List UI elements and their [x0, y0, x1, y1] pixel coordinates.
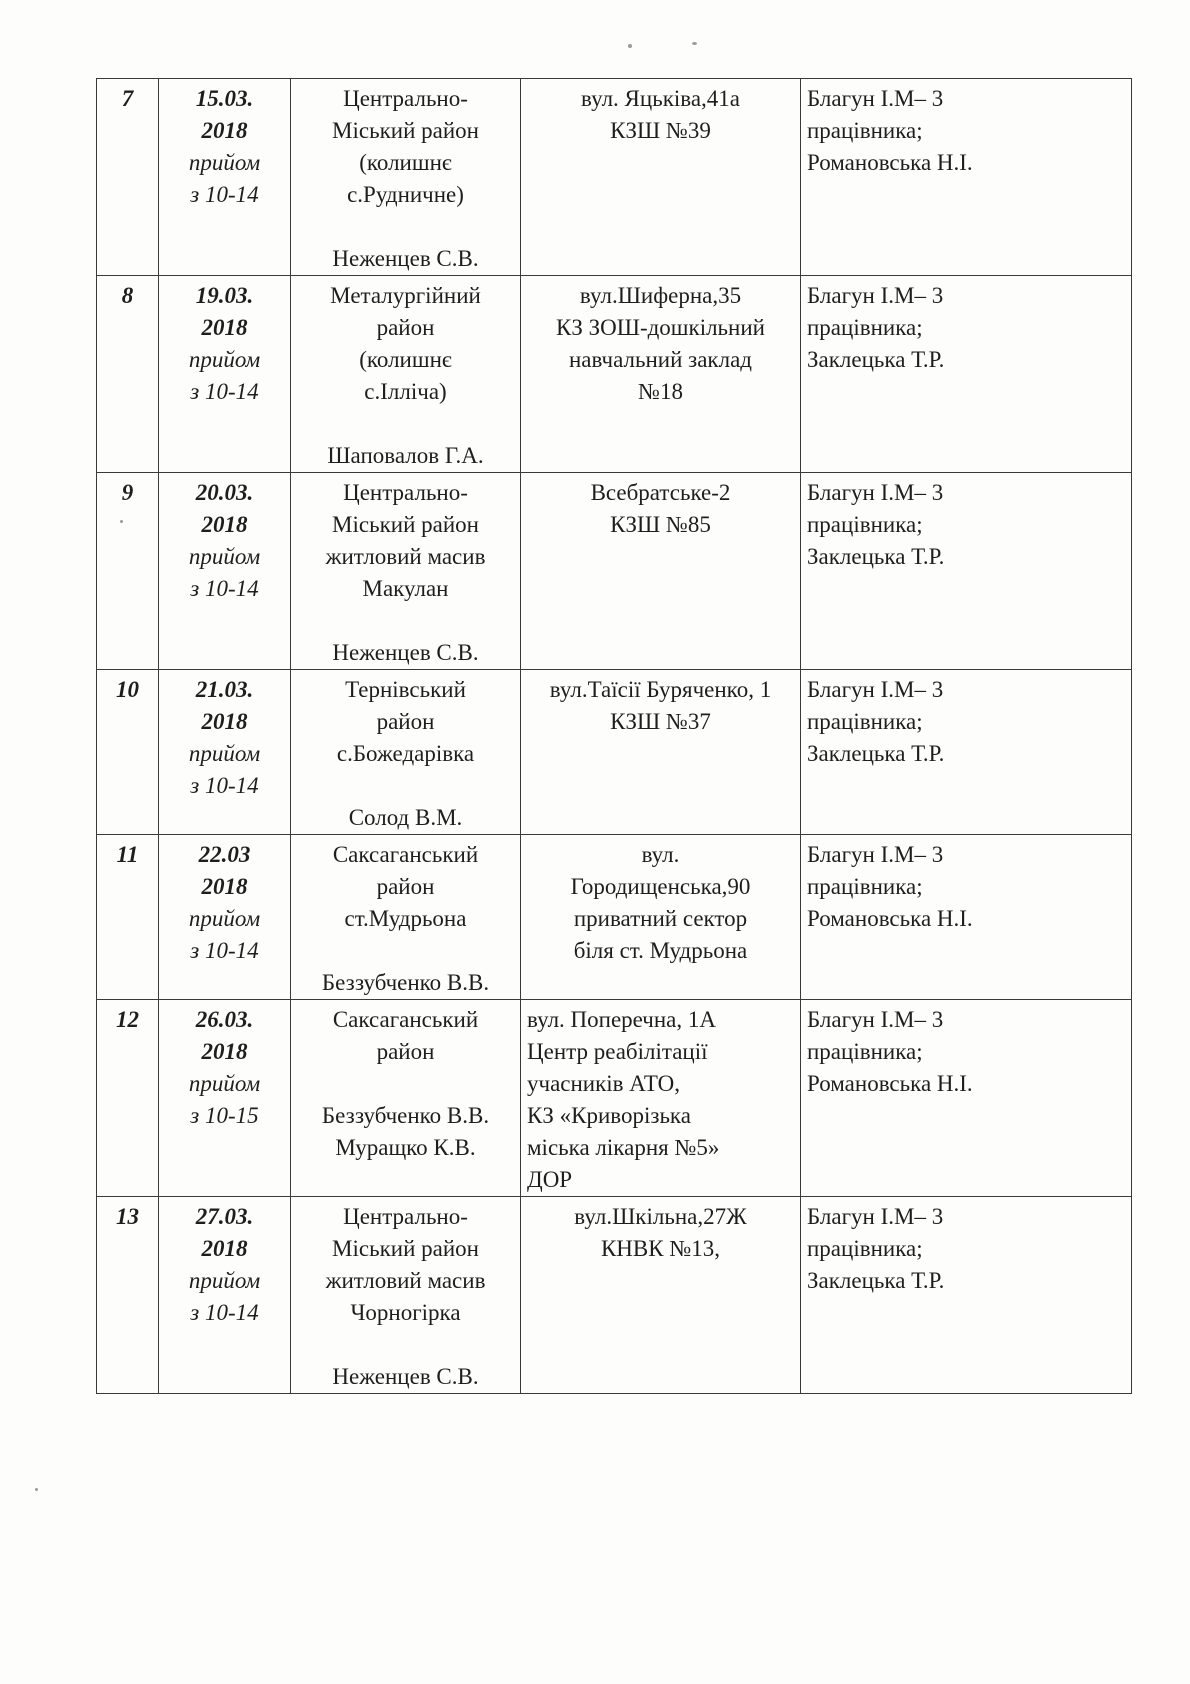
text-line: вул. Яцьківа,41а — [581, 86, 740, 111]
text-line: 2018 — [201, 118, 248, 143]
row-number: 8 — [97, 276, 159, 473]
text-line: Благун І.М– 3 — [807, 86, 944, 111]
row-number: 7 — [97, 79, 159, 276]
text-line: Неженцев С.В. — [332, 246, 479, 271]
text-line: Романовська Н.І. — [807, 906, 973, 931]
text-line: КЗ «Криворізька — [527, 1103, 691, 1128]
date-cell — [159, 473, 291, 670]
text-line: працівника; — [807, 118, 923, 143]
text-line: з 10-14 — [190, 182, 259, 207]
text-line: з 10-14 — [190, 1300, 259, 1325]
staff-cell — [801, 670, 1132, 835]
text-line: навчальний заклад — [569, 347, 752, 372]
text-line: с.Рудничне) — [347, 182, 464, 207]
text-line: ДОР — [527, 1167, 573, 1192]
text-line: Муращко К.В. — [335, 1135, 476, 1160]
date-cell — [159, 79, 291, 276]
staff-cell — [801, 79, 1132, 276]
row-number: 11 — [97, 835, 159, 1000]
text-line: Всебратське-2 — [590, 480, 731, 505]
text-line: ст.Мудрьона — [344, 906, 467, 931]
spacer — [297, 1068, 514, 1100]
text-line: район — [376, 874, 435, 899]
text-line: житловий масив — [325, 1268, 486, 1293]
text-line: КЗ ЗОШ-дошкільний — [556, 315, 765, 340]
date-cell — [159, 1197, 291, 1394]
text-line: №18 — [638, 379, 683, 404]
scan-speck — [35, 1488, 38, 1491]
text-line: с.Ілліча) — [364, 379, 447, 404]
text-line: Заклецька Т.Р. — [807, 544, 945, 569]
text-line: працівника; — [807, 874, 923, 899]
text-line: працівника; — [807, 1236, 923, 1261]
table-row — [97, 79, 1132, 276]
date-cell — [159, 670, 291, 835]
text-line: КНВК №13, — [600, 1236, 721, 1261]
text-line: Романовська Н.І. — [807, 150, 973, 175]
text-line: Заклецька Т.Р. — [807, 1268, 945, 1293]
text-line: прийом — [188, 150, 261, 175]
text-line: Неженцев С.В. — [332, 640, 479, 665]
text-line: (колишнє — [359, 347, 452, 372]
text-line: з 10-14 — [190, 576, 259, 601]
text-line: Благун І.М– 3 — [807, 677, 944, 702]
text-line: 27.03. — [195, 1204, 254, 1229]
text-line: Міський район — [332, 512, 479, 537]
text-line: з 10-14 — [190, 938, 259, 963]
text-line: працівника; — [807, 315, 923, 340]
scan-speck — [628, 44, 632, 48]
date-cell — [159, 835, 291, 1000]
text-line: учасників АТО, — [527, 1071, 680, 1096]
address-cell — [521, 1000, 801, 1197]
text-line: (колишнє — [359, 150, 452, 175]
text-line: з 10-14 — [190, 379, 259, 404]
text-line: з 10-15 — [190, 1103, 259, 1128]
address-cell — [521, 79, 801, 276]
text-line: район — [376, 315, 435, 340]
spacer — [297, 770, 514, 802]
text-line: Неженцев С.В. — [332, 1364, 479, 1389]
text-line: Благун І.М– 3 — [807, 842, 944, 867]
district-cell — [291, 79, 521, 276]
text-line: Благун І.М– 3 — [807, 1007, 944, 1032]
text-line: прийом — [188, 1268, 261, 1293]
address-cell — [521, 276, 801, 473]
text-line: Чорногірка — [350, 1300, 461, 1325]
text-line: вул. Поперечна, 1А — [527, 1007, 716, 1032]
schedule-table — [96, 78, 1132, 1394]
text-line: прийом — [188, 544, 261, 569]
row-number: 13 — [97, 1197, 159, 1394]
staff-cell — [801, 1000, 1132, 1197]
text-line: Благун І.М– 3 — [807, 1204, 944, 1229]
date-cell — [159, 1000, 291, 1197]
district-cell — [291, 670, 521, 835]
text-line: Беззубченко В.В. — [321, 970, 490, 995]
text-line: вул.Таїсії Буряченко, 1 — [549, 677, 772, 702]
text-line: 2018 — [201, 1236, 248, 1261]
text-line: Центрально- — [343, 480, 468, 505]
text-line: приватний сектор — [573, 906, 748, 931]
text-line: Заклецька Т.Р. — [807, 347, 945, 372]
text-line: житловий масив — [325, 544, 486, 569]
text-line: Тернівський — [345, 677, 466, 702]
text-line: Благун І.М– 3 — [807, 480, 944, 505]
text-line: 2018 — [201, 874, 248, 899]
text-line: прийом — [188, 347, 261, 372]
address-cell — [521, 670, 801, 835]
text-line: КЗШ №39 — [610, 118, 711, 143]
district-cell — [291, 276, 521, 473]
row-number: 10 — [97, 670, 159, 835]
district-cell — [291, 473, 521, 670]
scan-speck — [692, 42, 697, 45]
text-line: Романовська Н.І. — [807, 1071, 973, 1096]
text-line: 19.03. — [195, 283, 254, 308]
text-line: 20.03. — [195, 480, 254, 505]
text-line: працівника; — [807, 1039, 923, 1064]
text-line: вул. — [641, 842, 680, 867]
text-line: Благун І.М– 3 — [807, 283, 944, 308]
text-line: Солод В.М. — [348, 805, 463, 830]
text-line: район — [376, 709, 435, 734]
text-line: вул.Шкільна,27Ж — [574, 1204, 747, 1229]
date-cell — [159, 276, 291, 473]
text-line: 2018 — [201, 709, 248, 734]
text-line: район — [376, 1039, 435, 1064]
spacer — [297, 211, 514, 243]
row-number: 12 — [97, 1000, 159, 1197]
staff-cell — [801, 473, 1132, 670]
text-line: вул.Шиферна,35 — [579, 283, 742, 308]
text-line: 2018 — [201, 1039, 248, 1064]
text-line: Заклецька Т.Р. — [807, 741, 945, 766]
scan-speck — [120, 520, 123, 523]
text-line: Макулан — [362, 576, 449, 601]
table-row — [97, 276, 1132, 473]
spacer — [297, 935, 514, 967]
text-line: 15.03. — [195, 86, 254, 111]
spacer — [297, 408, 514, 440]
text-line: с.Божедарівка — [336, 741, 475, 766]
text-line: прийом — [188, 906, 261, 931]
text-line: Городищенська,90 — [570, 874, 751, 899]
text-line: Центрально- — [343, 1204, 468, 1229]
text-line: Беззубченко В.В. — [321, 1103, 490, 1128]
text-line: працівника; — [807, 709, 923, 734]
table-row — [97, 1197, 1132, 1394]
table-row — [97, 835, 1132, 1000]
address-cell — [521, 1197, 801, 1394]
table-row — [97, 670, 1132, 835]
text-line: прийом — [188, 1071, 261, 1096]
text-line: Центр реабілітації — [527, 1039, 708, 1064]
staff-cell — [801, 835, 1132, 1000]
text-line: працівника; — [807, 512, 923, 537]
text-line: Металургійний — [330, 283, 481, 308]
text-line: 2018 — [201, 315, 248, 340]
row-number: 9 — [97, 473, 159, 670]
address-cell — [521, 473, 801, 670]
text-line: з 10-14 — [190, 773, 259, 798]
district-cell — [291, 1197, 521, 1394]
schedule-rows — [97, 79, 1132, 1394]
text-line: Саксаганський — [332, 1007, 479, 1032]
text-line: КЗШ №37 — [610, 709, 711, 734]
text-line: міська лікарня №5» — [527, 1135, 720, 1160]
district-cell — [291, 1000, 521, 1197]
text-line: 22.03 — [198, 842, 251, 867]
text-line: Центрально- — [343, 86, 468, 111]
text-line: 2018 — [201, 512, 248, 537]
text-line: КЗШ №85 — [610, 512, 711, 537]
address-cell — [521, 835, 801, 1000]
spacer — [297, 1329, 514, 1361]
staff-cell — [801, 1197, 1132, 1394]
text-line: Міський район — [332, 1236, 479, 1261]
district-cell — [291, 835, 521, 1000]
text-line: Саксаганський — [332, 842, 479, 867]
text-line: Міський район — [332, 118, 479, 143]
text-line: біля ст. Мудрьона — [573, 938, 748, 963]
staff-cell — [801, 276, 1132, 473]
text-line: 26.03. — [195, 1007, 254, 1032]
text-line: 21.03. — [195, 677, 254, 702]
table-row — [97, 473, 1132, 670]
text-line: Шаповалов Г.А. — [327, 443, 484, 468]
text-line: прийом — [188, 741, 261, 766]
table-row — [97, 1000, 1132, 1197]
spacer — [297, 605, 514, 637]
